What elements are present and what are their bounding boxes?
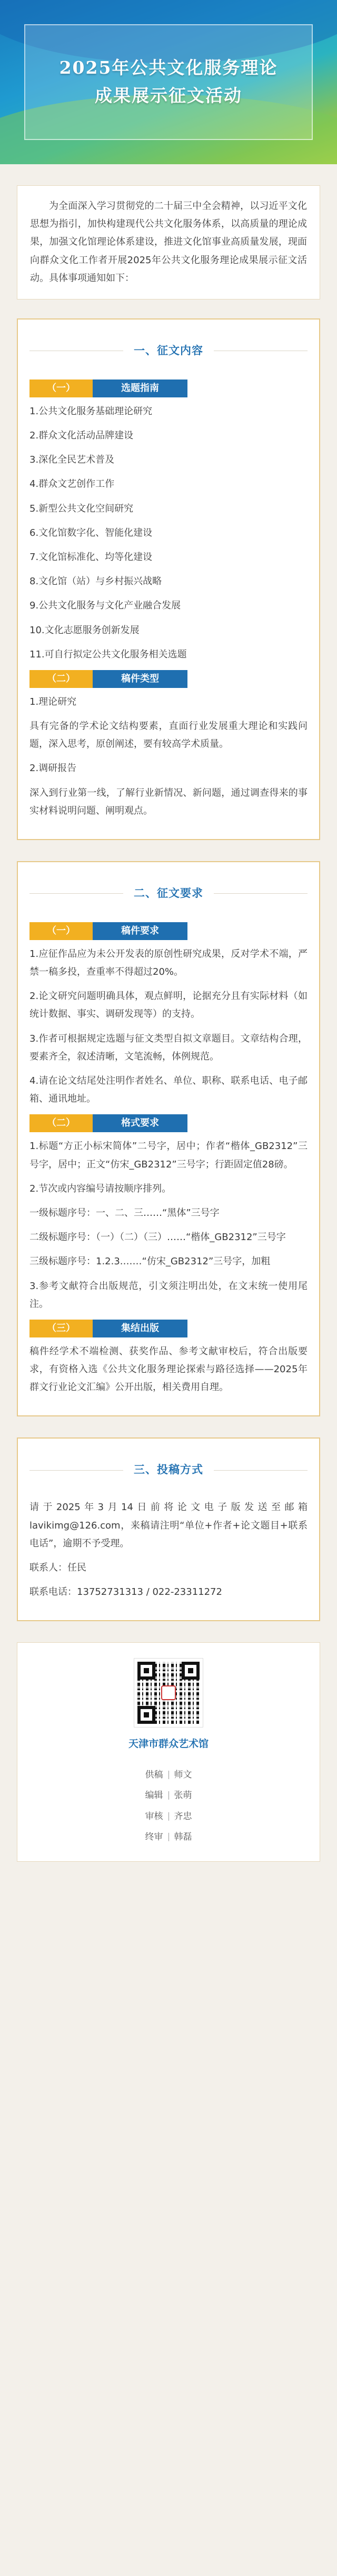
list-item: 2.调研报告 [29,763,77,774]
subheading-topic-guide [29,380,187,397]
list-item: 具有完备的学术论文结构要素，直面行业发展重大理论和实践问题，深入思考，原创阐述，要有较高学术质量。 [29,721,308,750]
section-heading [29,1460,308,1481]
list-item: 1.应征作品应为未公开发表的原创性研究成果，反对学术不端，严禁一稿多投，查重率不得超过20%。 [29,948,308,978]
list-item: 9.公共文化服务与文化产业融合发展 [29,600,181,612]
topic-list [29,403,308,664]
list-item: 1.理论研究 [29,696,77,707]
divider [29,1470,123,1471]
subheading-manuscript-requirements [29,922,187,940]
subheading-publication [29,1320,187,1337]
list-item: 二级标题序号：（一）（二）（三）……“楷体_GB2312”三号字 [29,1232,286,1243]
section-submission [17,1437,320,1621]
credit-name: 师文 [174,1770,192,1781]
section-heading [29,341,308,362]
credit-role: 供稿 [145,1770,163,1781]
subheading-format-requirements [29,1114,187,1132]
credit-role: 编辑 [145,1790,163,1801]
divider [168,1771,169,1779]
organization-name: 天津市群众艺术馆 [128,1738,209,1750]
section-title: 三、投稿方式 [134,1463,203,1476]
subheading-label: 集结出版 [93,1320,187,1337]
section-content [17,318,320,840]
credit-line [28,1827,309,1848]
divider [168,1812,169,1821]
subheading-number: （二） [29,1114,93,1132]
subheading-manuscript-type [29,670,187,688]
list-item: 8.文化馆（站）与乡村振兴战略 [29,576,162,587]
footer-card [17,1642,320,1861]
list-item: 10.文化志愿服务创新发展 [29,624,140,636]
list-item: 7.文化馆标准化、均等化建设 [29,551,153,563]
divider [214,1470,308,1471]
divider [168,1833,169,1841]
list-item: 6.文化馆数字化、智能化建设 [29,527,153,538]
list-item: 4.请在论文结尾处注明作者姓名、单位、职称、联系电话、电子邮箱、通讯地址。 [29,1075,308,1105]
list-item: 5.新型公共文化空间研究 [29,503,134,514]
credit-line [28,1785,309,1806]
credit-name: 齐忠 [174,1811,192,1822]
subheading-number: （二） [29,670,93,688]
list-item: 1.标题“方正小标宋简体”二号字，居中；作者“楷体_GB2312”三号字，居中；正文“仿宋_GB2312”三号字；行距固定值28磅。 [29,1141,308,1170]
list-item: 2.群众文化活动品牌建设 [29,430,134,442]
header-banner [0,0,337,164]
subheading-label: 格式要求 [93,1114,187,1132]
list-item: 3.作者可根据规定选题与征文类型自拟文章题目。文章结构合理，要素齐全，叙述清晰，文笔流畅，体例规范。 [29,1033,308,1062]
list-item: 4.群众文艺创作工作 [29,478,115,490]
section-title: 二、征文要求 [134,887,203,900]
subheading-label: 稿件要求 [93,922,187,940]
contact-person: 联系人：任民 [29,1562,86,1573]
list-item: 11.可自行拟定公共文化服务相关选题 [29,648,187,660]
credit-role: 审核 [145,1811,163,1822]
subheading-label: 选题指南 [93,380,187,397]
intro-paragraph: 为全面深入学习贯彻党的二十届三中全会精神，以习近平文化思想为指引，加快构建现代公共文化服务体系，以高质量的理论成果，加强文化馆理论体系建设，推进文化馆事业高质量发展，现面向群众文化工作者开展2025年公共文化服务理论成果展示征文活动。具体事项通知如下： [17,185,320,299]
divider [214,893,308,894]
section-heading [29,883,308,904]
credit-name: 韩磊 [174,1831,192,1842]
list-item: 3.参考文献符合出版规范，引文须注明出处，在文末统一使用尾注。 [29,1280,308,1310]
banner-title-line1: 2025年公共文化服务理论 [59,57,278,78]
format-list [29,1137,308,1313]
credit-line [28,1765,309,1785]
type-list [29,693,308,820]
subheading-number: （三） [29,1320,93,1337]
list-item: 一级标题序号：一、二、三……“黑体”三号字 [29,1207,220,1219]
requirement-list [29,945,308,1109]
submission-list [29,1499,308,1601]
qr-code-icon [134,1659,203,1727]
qr-logo-icon [161,1685,176,1700]
list-item: 稿件经学术不端检测、获奖作品、参考文献审校后，符合出版要求，有资格入选《公共文化服务理论探索与路径选择——2025年群文行业论文汇编》公开出版，相关费用自理。 [29,1345,308,1393]
subheading-number: （一） [29,922,93,940]
contact-phone: 联系电话：13752731313 / 022-23311272 [29,1586,222,1598]
banner-title-line2: 成果展示征文活动 [95,85,242,106]
list-item: 深入到行业第一线，了解行业新情况、新问题，通过调查得来的事实材料说明问题、阐明观点。 [29,787,308,816]
list-item: 3.深化全民艺术普及 [29,454,115,466]
credit-line [28,1806,309,1827]
submission-instructions: 请于2025年3月14日前将论文电子版发送至邮箱lavikimg@126.com，来稿请注明“单位+作者+论文题目+联系电话”，逾期不予受理。 [29,1502,308,1549]
credit-role: 终审 [145,1831,163,1842]
credit-name: 张萌 [174,1790,192,1801]
banner-title-frame [24,24,313,140]
publication-list [29,1343,308,1397]
list-item: 1.公共文化服务基础理论研究 [29,405,153,417]
divider [29,893,123,894]
list-item: 三级标题序号：1.2.3.……“仿宋_GB2312”三号字，加粗 [29,1256,271,1267]
list-item: 2.节次或内容编号请按顺序排列。 [29,1183,172,1194]
subheading-label: 稿件类型 [93,670,187,688]
list-item: 2.论文研究问题明确具体，观点鲜明，论据充分且有实际材料（如统计数据、事实、调研发现等）的支持。 [29,991,308,1020]
section-requirements [17,861,320,1416]
divider [168,1791,169,1800]
section-title: 一、征文内容 [134,344,203,357]
subheading-number: （一） [29,380,93,397]
